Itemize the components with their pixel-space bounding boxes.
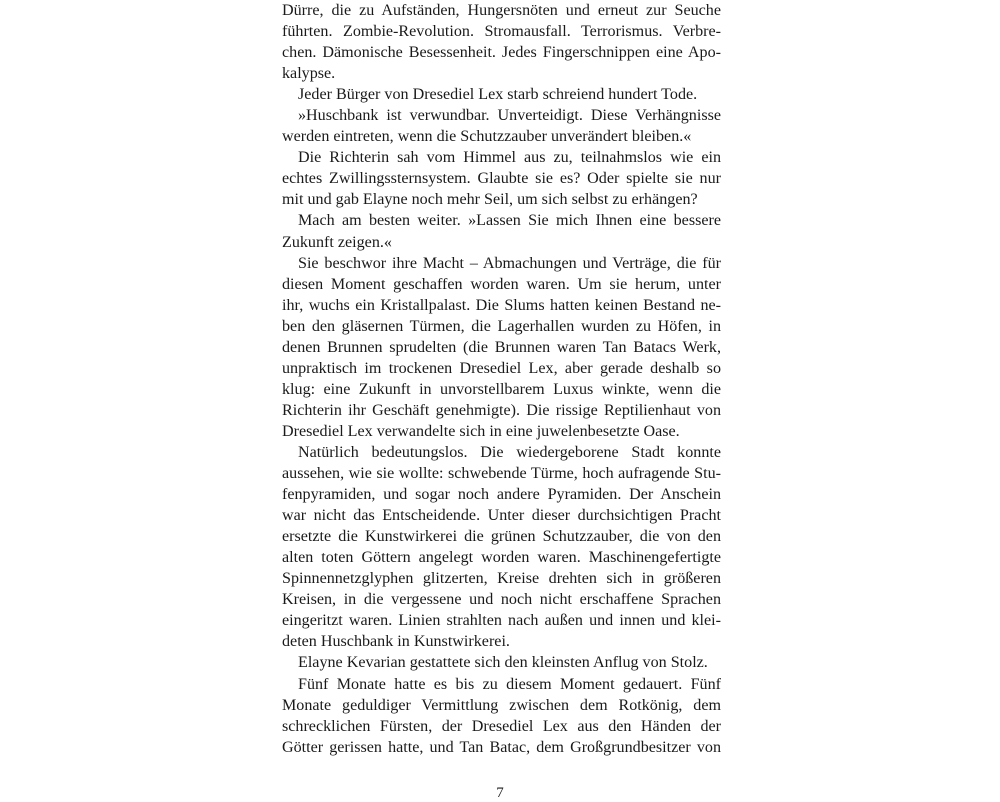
text-line: klug: eine Zukunft in unvorstellbarem Luxus winkte, wenn die (282, 380, 721, 398)
text-line: ben den gläsernen Türmen, die Lagerhallen wurden zu Höfen, in (282, 317, 721, 335)
text-line: ihr, wuchs ein Kristallpalast. Die Slums hatten keinen Bestand ne- (282, 296, 721, 314)
text-line: chen. Dämonische Besessenheit. Jedes Fingerschnippen eine Apo- (282, 44, 721, 62)
text-line: ersetzte die Kunstwirkerei die grünen Schutzzauber, die von den (282, 528, 721, 546)
text-line: mit und gab Elayne noch mehr Seil, um sich selbst zu erhängen? (282, 191, 698, 209)
text-line: fenpyramiden, und sogar noch andere Pyramiden. Der Anschein (282, 486, 721, 504)
text-line: Jeder Bürger von Dresediel Lex starb schreiend hundert Tode. (298, 86, 698, 104)
text-line: Die Richterin sah vom Himmel aus zu, teilnahmslos wie ein (298, 149, 721, 167)
text-line: Fünf Monate hatte es bis zu diesem Moment gedauert. Fünf (298, 675, 721, 693)
text-line: Götter gerissen hatte, und Tan Batac, dem Großgrundbesitzer von (282, 738, 721, 756)
page-number: 7 (496, 785, 504, 801)
text-line: unpraktisch im trockenen Dresediel Lex, aber gerade deshalb so (282, 359, 721, 377)
text-line: Kreisen, in die vergessene und noch nicht erschaffene Sprachen (282, 591, 721, 609)
text-line: Dürre, die zu Aufständen, Hungersnöten und erneut zur Seuche (282, 2, 721, 19)
text-line: alten toten Göttern angelegt worden waren. Maschinengefertigte (282, 549, 721, 567)
text-line: »Huschbank ist verwundbar. Unverteidigt. Diese Verhängnisse (298, 107, 721, 125)
text-line: Elayne Kevarian gestattete sich den kleinsten Anflug von Stolz. (298, 654, 708, 672)
text-line: war nicht das Entscheidende. Unter dieser durchsichtigen Pracht (282, 507, 721, 525)
text-line: deten Huschbank in Kunstwirkerei. (282, 633, 510, 651)
text-line: kalypse. (282, 65, 336, 83)
text-line: werden eintreten, wenn die Schutzzauber unverändert bleiben.« (282, 128, 692, 146)
body-text (282, 0, 721, 758)
text-line: schrecklichen Fürsten, der Dresediel Lex aus den Händen der (282, 717, 721, 735)
text-line: diesen Moment geschaffen worden waren. Um sie herum, unter (282, 275, 721, 293)
text-line: Spinnennetzglyphen glitzerten, Kreise drehten sich in größeren (282, 570, 721, 588)
text-line: denen Brunnen sprudelten (die Brunnen waren Tan Batacs Werk, (282, 338, 721, 356)
text-line: Zukunft zeigen.« (282, 233, 392, 251)
text-line: Dresediel Lex verwandelte sich in eine juwelenbesetzte Oase. (282, 422, 680, 440)
text-line: eingeritzt waren. Linien strahlten nach außen und innen und klei- (282, 612, 721, 630)
text-line: echtes Zwillingssternsystem. Glaubte sie es? Oder spielte sie nur (282, 170, 721, 188)
text-line: Natürlich bedeutungslos. Die wiedergeborene Stadt konnte (298, 443, 721, 461)
text-line: Monate geduldiger Vermittlung zwischen dem Rotkönig, dem (282, 696, 721, 714)
text-line: aussehen, wie sie wollte: schwebende Türme, hoch aufragende Stu- (282, 465, 721, 483)
text-line: führten. Zombie-Revolution. Stromausfall. Terrorismus. Verbre- (282, 23, 721, 41)
text-line: Sie beschwor ihre Macht – Abmachungen und Verträge, die für (298, 254, 721, 272)
text-line: Mach am besten weiter. »Lassen Sie mich Ihnen eine bessere (298, 212, 721, 230)
text-line: Richterin ihr Geschäft genehmigte). Die rissige Reptilienhaut von (282, 401, 721, 419)
